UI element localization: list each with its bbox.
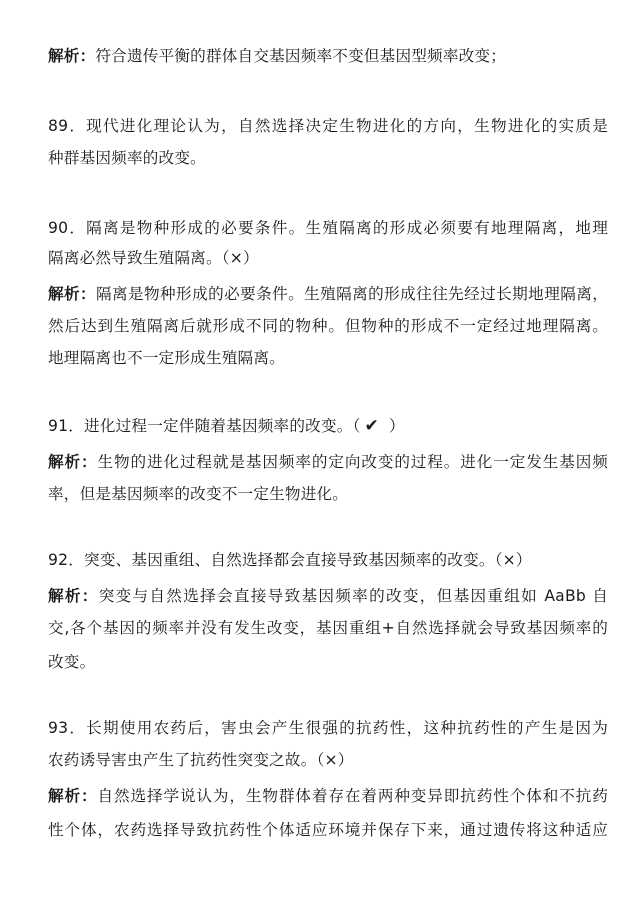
explanation-line bbox=[48, 44, 608, 68]
explanation-line bbox=[48, 450, 608, 474]
question-90-line-1: 90．隔离是物种形成的必要条件。生殖隔离的形成必须要有地理隔离，地理 bbox=[48, 219, 608, 237]
question-92-line-1: 92．突变、基因重组、自然选择都会直接导致基因频率的改变。（×） bbox=[48, 551, 532, 569]
explanation-label: 解析： bbox=[48, 285, 97, 303]
explanation-line bbox=[48, 784, 608, 808]
explanation-label: 解析： bbox=[48, 787, 98, 805]
question-91-close-paren: ） bbox=[388, 417, 405, 435]
question-90-line-2: 隔离必然导致生殖隔离。（×） bbox=[48, 249, 259, 267]
explanation-line: 率，但是基因频率的改变不一定生物进化。 bbox=[48, 485, 349, 503]
question-93-line-2: 农药诱导害虫产生了抗药性突变之故。（×） bbox=[48, 751, 354, 769]
explanation-line bbox=[48, 584, 608, 608]
explanation-text: 隔离是物种形成的必要条件。生殖隔离的形成往往先经过长期地理隔离， bbox=[96, 285, 608, 303]
check-mark-icon: ✔ bbox=[364, 416, 379, 436]
question-89-line-2: 种群基因频率的改变。 bbox=[48, 149, 206, 167]
question-93-line-1: 93．长期使用农药后，害虫会产生很强的抗药性，这种抗药性的产生是因为 bbox=[48, 719, 608, 737]
explanation-line: 性个体，农药选择导致抗药性个体适应环境并保存下来，通过遗传将这种适应 bbox=[48, 821, 608, 839]
explanation-text: 符合遗传平衡的群体自交基因频率不变但基因型频率改变； bbox=[95, 47, 507, 65]
explanation-text: 生物的进化过程就是基因频率的定向改变的过程。进化一定发生基因频 bbox=[97, 453, 609, 471]
question-91-line-1 bbox=[48, 414, 608, 438]
explanation-label: 解析： bbox=[48, 453, 98, 471]
explanation-line: 改变。 bbox=[48, 653, 96, 671]
explanation-line: 地理隔离也不一定形成生殖隔离。 bbox=[48, 349, 285, 367]
explanation-text: 自然选择学说认为，生物群体着存在着两种变异即抗药性个体和不抗药 bbox=[97, 787, 609, 805]
question-89-line-1: 89．现代进化理论认为，自然选择决定生物进化的方向，生物进化的实质是 bbox=[48, 117, 608, 135]
explanation-label: 解析： bbox=[48, 587, 99, 605]
explanation-text: 突变与自然选择会直接导致基因频率的改变，但基因重组如 AaBb 自 bbox=[98, 587, 608, 605]
explanation-line: 然后达到生殖隔离后就形成不同的物种。但物种的形成不一定经过地理隔离。 bbox=[48, 317, 608, 335]
question-91-text: 91．进化过程一定伴随着基因频率的改变。（ bbox=[48, 417, 361, 435]
explanation-label: 解析： bbox=[48, 47, 96, 65]
explanation-line bbox=[48, 282, 608, 306]
explanation-line: 交,各个基因的频率并没有发生改变，基因重组+自然选择就会导致基因频率的 bbox=[48, 619, 608, 637]
